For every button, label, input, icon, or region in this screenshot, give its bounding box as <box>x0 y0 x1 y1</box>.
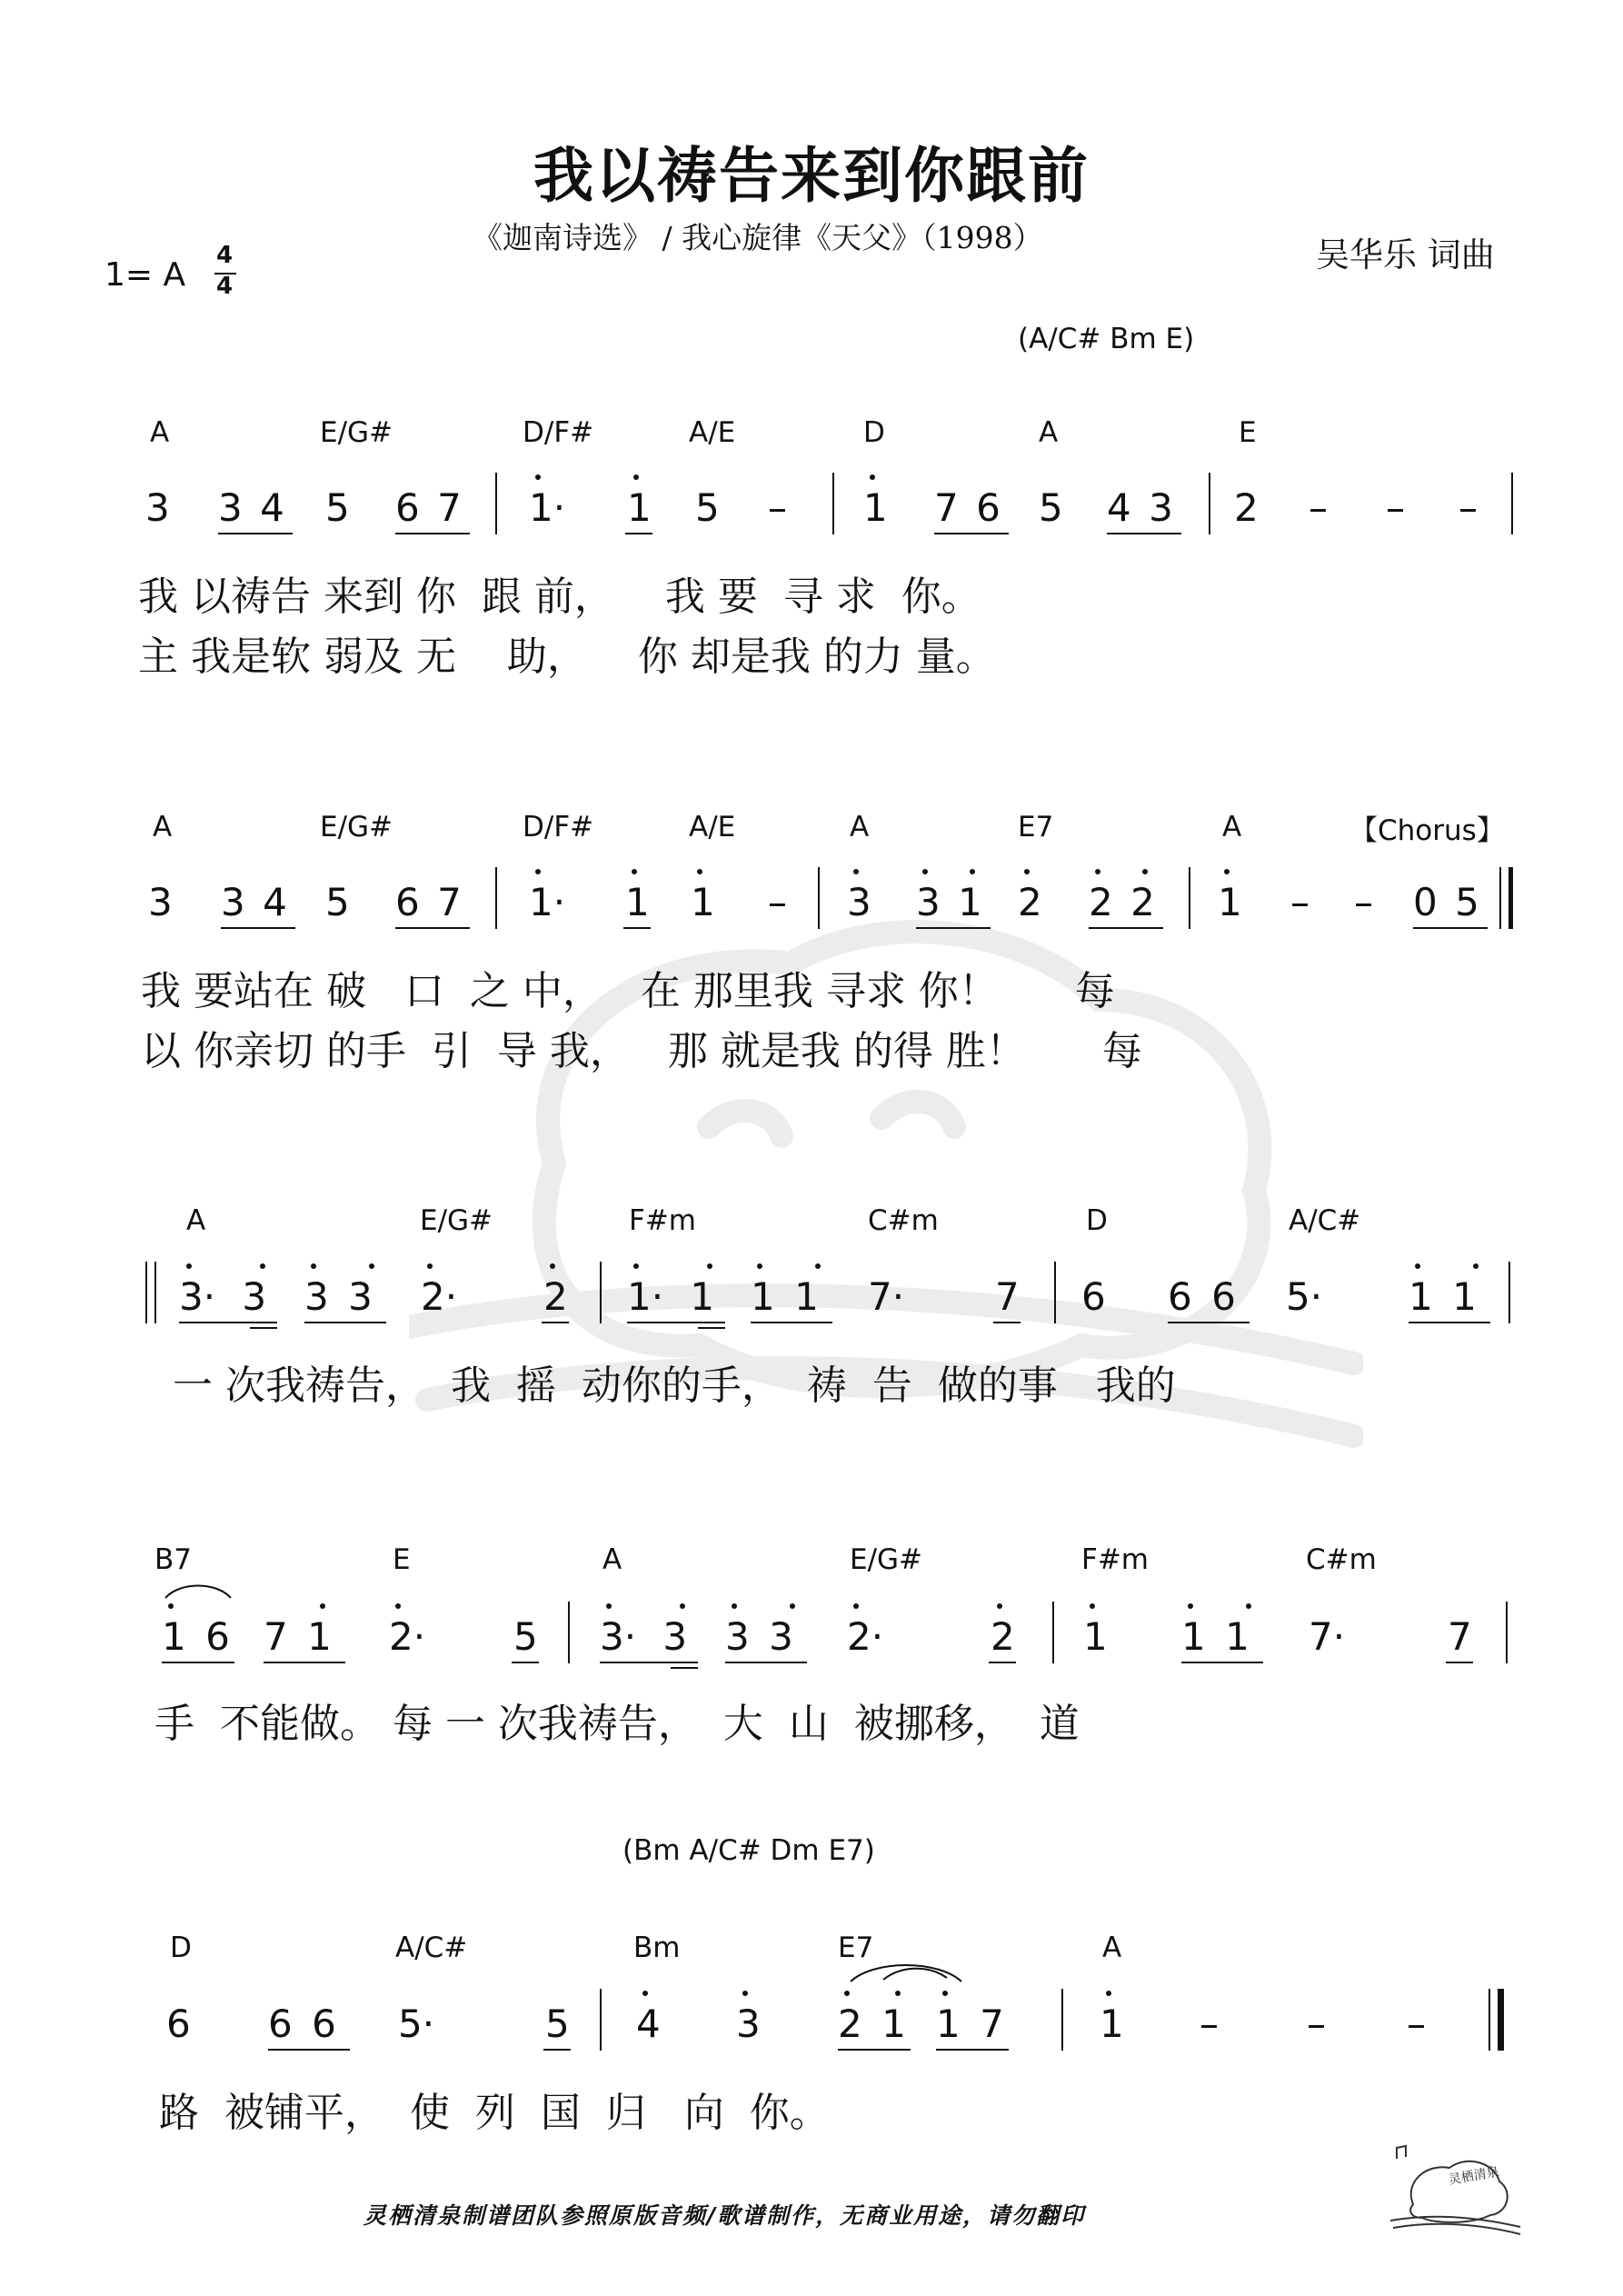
lyric-line: 以 你亲切 的手 引 导 我， 那 就是我 的得 胜！ 每 <box>141 1028 1142 1074</box>
note: – <box>1386 485 1405 530</box>
note: 2· <box>389 1614 426 1659</box>
note: 6 6 <box>268 2002 336 2046</box>
sixteenth-beam <box>250 1327 277 1329</box>
chord: E <box>1239 416 1257 449</box>
barline <box>1052 1602 1054 1663</box>
note: 6 7 <box>395 485 462 530</box>
key-signature: 1= A <box>105 256 186 294</box>
high-octave-dot <box>742 1991 748 1996</box>
eighth-beam <box>993 1322 1021 1323</box>
slur <box>847 1956 965 1983</box>
note: 7 <box>995 1274 1020 1319</box>
note: 3 1 <box>916 880 982 924</box>
high-octave-dot <box>870 474 875 480</box>
barline <box>1506 1602 1508 1663</box>
composer-credit: 吴华乐 词曲 <box>1316 235 1495 275</box>
note: 5 <box>325 485 350 530</box>
time-signature-bottom: 4 <box>216 273 234 300</box>
chord: A <box>153 811 173 844</box>
note: 1 6 <box>162 1614 230 1659</box>
note: 7· <box>868 1274 905 1319</box>
double-barline <box>1499 867 1501 929</box>
note: – <box>1200 2002 1219 2046</box>
eighth-beam <box>936 2049 1009 2051</box>
note: 6 6 <box>1168 1274 1236 1319</box>
eighth-beam <box>623 927 651 929</box>
eighth-beam <box>218 533 293 534</box>
chord: E <box>393 1543 411 1576</box>
note: 1 <box>625 880 650 924</box>
double-barline <box>1508 867 1513 929</box>
barline <box>568 1602 570 1663</box>
high-octave-dot <box>1142 869 1148 874</box>
start-repeat-barline <box>145 1262 147 1323</box>
alt-chords: (A/C# Bm E) <box>1018 323 1195 355</box>
song-title: 我以祷告来到你跟前 <box>533 141 1090 211</box>
note: 1 <box>1100 2002 1124 2046</box>
chord: A <box>186 1204 206 1237</box>
chord: A <box>150 416 170 449</box>
note: 5 <box>695 485 720 530</box>
barline <box>600 1989 602 2051</box>
barline <box>1054 1262 1056 1323</box>
sheep-logo <box>1386 2141 1522 2236</box>
chord: A <box>1039 416 1059 449</box>
eighth-beam <box>627 1322 725 1323</box>
barline <box>1061 1989 1063 2051</box>
eighth-beam <box>395 533 470 534</box>
high-octave-dot <box>680 1603 685 1609</box>
note: 6 <box>166 2002 191 2046</box>
eighth-beam <box>1089 927 1163 929</box>
note: 5 <box>325 880 350 924</box>
final-barline <box>1498 1989 1504 2051</box>
eighth-beam <box>179 1322 277 1323</box>
high-octave-dot <box>535 474 541 480</box>
eighth-beam <box>268 2049 350 2051</box>
lyric-line: 主 我是软 弱及 无 助， 你 却是我 的力 量。 <box>138 634 996 680</box>
note: 3 <box>145 485 170 530</box>
eighth-beam <box>162 1662 234 1663</box>
high-octave-dot <box>790 1603 795 1609</box>
note: 2· <box>847 1614 884 1659</box>
chord: D <box>1086 1204 1108 1237</box>
note: 3· 3 <box>600 1614 688 1659</box>
chord: A <box>850 811 870 844</box>
chord: C#m <box>1306 1543 1377 1576</box>
chorus-tag: 【Chorus】 <box>1349 814 1505 847</box>
chord: E/G# <box>850 1543 923 1576</box>
eighth-beam <box>934 533 1009 534</box>
barline <box>1209 473 1210 534</box>
barline <box>832 473 834 534</box>
high-octave-dot <box>1095 869 1100 874</box>
note: – <box>1309 485 1328 530</box>
note: 2 <box>1018 880 1042 924</box>
note: – <box>768 880 787 924</box>
high-octave-dot <box>1090 1603 1095 1609</box>
note: 1 <box>863 485 888 530</box>
note: 2 <box>991 1614 1015 1659</box>
barline <box>818 867 820 929</box>
chord: D/F# <box>523 416 594 449</box>
high-octave-dot <box>732 1603 737 1609</box>
note: 5 <box>545 2002 570 2046</box>
barline <box>600 1262 602 1323</box>
barline <box>495 473 497 534</box>
high-octave-dot <box>942 1991 948 1996</box>
high-octave-dot <box>168 1603 174 1609</box>
alt-chords: (Bm A/C# Dm E7) <box>622 1834 875 1867</box>
slur <box>162 1580 234 1600</box>
eighth-beam <box>1446 1662 1473 1663</box>
high-octave-dot <box>757 1263 762 1269</box>
eighth-beam <box>512 1662 539 1663</box>
eighth-beam <box>725 1662 807 1663</box>
note: 1 <box>1218 880 1242 924</box>
note: 2 <box>543 1274 568 1319</box>
high-octave-dot <box>395 1603 401 1609</box>
eighth-beam <box>838 2049 911 2051</box>
note: 3· 3 <box>179 1274 267 1319</box>
high-octave-dot <box>633 1263 639 1269</box>
note: 3 3 <box>304 1274 373 1319</box>
note: 7 <box>1448 1614 1472 1659</box>
note: 2 1 <box>838 2002 906 2046</box>
note: 4 <box>636 2002 661 2046</box>
high-octave-dot <box>311 1263 316 1269</box>
song-source: 《迦南诗选》 / 我心旋律《天父》（1998） <box>473 220 1043 255</box>
note: 5 <box>513 1614 538 1659</box>
high-octave-dot <box>1246 1603 1251 1609</box>
note: 3 <box>847 880 871 924</box>
high-octave-dot <box>853 869 859 874</box>
eighth-beam <box>600 1662 698 1663</box>
note: – <box>1459 485 1478 530</box>
note: 0 5 <box>1413 880 1479 924</box>
lyric-line: 一 次我祷告， 我 摇 动你的手， 祷 告 做的事 我的 <box>173 1363 1176 1409</box>
note: 3 <box>148 880 173 924</box>
chord: F#m <box>629 1204 697 1237</box>
time-signature-top: 4 <box>216 242 234 269</box>
high-octave-dot <box>427 1263 433 1269</box>
high-octave-dot <box>895 1991 901 1996</box>
note: 7· <box>1309 1614 1346 1659</box>
high-octave-dot <box>186 1263 192 1269</box>
copyright-footer: 灵栖清泉制谱团队参照原版音频/歌谱制作，无商业用途，请勿翻印 <box>363 2202 1086 2229</box>
chord: A/E <box>689 811 736 844</box>
note: 3 <box>736 2002 761 2046</box>
note: 6 <box>1081 1274 1106 1319</box>
chord: E7 <box>1018 811 1054 844</box>
chord: Bm <box>633 1932 681 1964</box>
high-octave-dot <box>1415 1263 1420 1269</box>
note: 2· <box>421 1274 458 1319</box>
high-octave-dot <box>1188 1603 1193 1609</box>
note: 1· <box>529 485 566 530</box>
chord: D <box>863 416 885 449</box>
eighth-beam <box>1168 1322 1250 1323</box>
high-octave-dot <box>260 1263 265 1269</box>
high-octave-dot <box>922 869 928 874</box>
barline <box>495 867 497 929</box>
chord: A <box>1102 1932 1122 1964</box>
chord: E7 <box>838 1932 874 1964</box>
high-octave-dot <box>844 1991 850 1996</box>
lyric-line: 我 以祷告 来到 你 跟 前， 我 要 寻 求 你。 <box>138 574 981 620</box>
note: 1 1 <box>1409 1274 1477 1319</box>
chord: E/G# <box>320 416 393 449</box>
high-octave-dot <box>853 1603 859 1609</box>
eighth-beam <box>751 1322 832 1323</box>
eighth-beam <box>395 927 470 929</box>
final-barline <box>1489 1989 1490 2051</box>
barline <box>1511 473 1513 534</box>
sixteenth-beam <box>698 1327 725 1329</box>
high-octave-dot <box>997 1603 1002 1609</box>
high-octave-dot <box>369 1263 374 1269</box>
note: – <box>1307 2002 1326 2046</box>
barline <box>1508 1262 1510 1323</box>
note: 4 3 <box>1107 485 1173 530</box>
eighth-beam <box>625 533 652 534</box>
eighth-beam <box>1107 533 1181 534</box>
note: 1 1 <box>751 1274 819 1319</box>
high-octave-dot <box>1024 869 1030 874</box>
note: – <box>768 485 787 530</box>
note: 5· <box>398 2002 435 2046</box>
chord: B7 <box>154 1543 192 1576</box>
chord: E/G# <box>320 811 393 844</box>
chord: A/C# <box>1289 1204 1361 1237</box>
eighth-beam <box>304 1322 386 1323</box>
note: 5· <box>1286 1274 1323 1319</box>
lyric-line: 我 要站在 破 口 之 中， 在 那里我 寻求 你！ 每 <box>141 968 1115 1014</box>
chord: A <box>1222 811 1242 844</box>
eighth-beam <box>1413 927 1488 929</box>
high-octave-dot <box>550 1263 555 1269</box>
high-octave-dot <box>697 869 702 874</box>
eighth-beam <box>1409 1322 1490 1323</box>
eighth-beam <box>221 927 295 929</box>
note: 1 <box>1083 1614 1108 1659</box>
lyric-line: 手 不能做。 每 一 次我祷告， 大 山 被挪移， 道 <box>154 1701 1080 1747</box>
note: 3 4 <box>221 880 287 924</box>
note: 6 7 <box>395 880 462 924</box>
high-octave-dot <box>633 474 639 480</box>
eighth-beam <box>989 1662 1016 1663</box>
eighth-beam <box>916 927 991 929</box>
barline <box>1189 867 1190 929</box>
high-octave-dot <box>606 1603 612 1609</box>
note: 7 6 <box>934 485 1001 530</box>
note: 3 3 <box>725 1614 793 1659</box>
note: 2 2 <box>1089 880 1155 924</box>
note: 5 <box>1039 485 1063 530</box>
high-octave-dot <box>535 869 541 874</box>
note: 1 7 <box>936 2002 1004 2046</box>
note: – <box>1354 880 1373 924</box>
lyric-line: 路 被铺平， 使 列 国 归 向 你。 <box>159 2090 830 2136</box>
high-octave-dot <box>632 869 637 874</box>
sixteenth-beam <box>671 1667 698 1669</box>
chord: A <box>602 1543 622 1576</box>
eighth-beam <box>543 2049 571 2051</box>
chord: C#m <box>868 1204 939 1237</box>
note: 3 4 <box>218 485 284 530</box>
note: 1· 1 <box>627 1274 715 1319</box>
eighth-beam <box>264 1662 345 1663</box>
high-octave-dot <box>1106 1991 1111 1996</box>
high-octave-dot <box>1473 1263 1479 1269</box>
logo-text: 灵栖清泉 <box>1447 2164 1500 2188</box>
chord: F#m <box>1081 1543 1150 1576</box>
note: – <box>1407 2002 1426 2046</box>
note: 2 <box>1234 485 1259 530</box>
high-octave-dot <box>970 869 975 874</box>
note: – <box>1290 880 1309 924</box>
chord: E/G# <box>420 1204 493 1237</box>
high-octave-dot <box>320 1603 325 1609</box>
chord: A/E <box>689 416 736 449</box>
chord: D/F# <box>523 811 594 844</box>
note: 1 <box>627 485 652 530</box>
note: 7 1 <box>264 1614 332 1659</box>
high-octave-dot <box>815 1263 821 1269</box>
note: 1 <box>691 880 715 924</box>
high-octave-dot <box>707 1263 712 1269</box>
eighth-beam <box>1181 1662 1263 1663</box>
eighth-beam <box>542 1322 569 1323</box>
chord: A/C# <box>395 1932 468 1964</box>
start-repeat-barline <box>154 1262 156 1323</box>
high-octave-dot <box>1224 869 1230 874</box>
note: 1 1 <box>1181 1614 1250 1659</box>
chord: D <box>170 1932 192 1964</box>
high-octave-dot <box>642 1991 648 1996</box>
note: 1· <box>529 880 566 924</box>
